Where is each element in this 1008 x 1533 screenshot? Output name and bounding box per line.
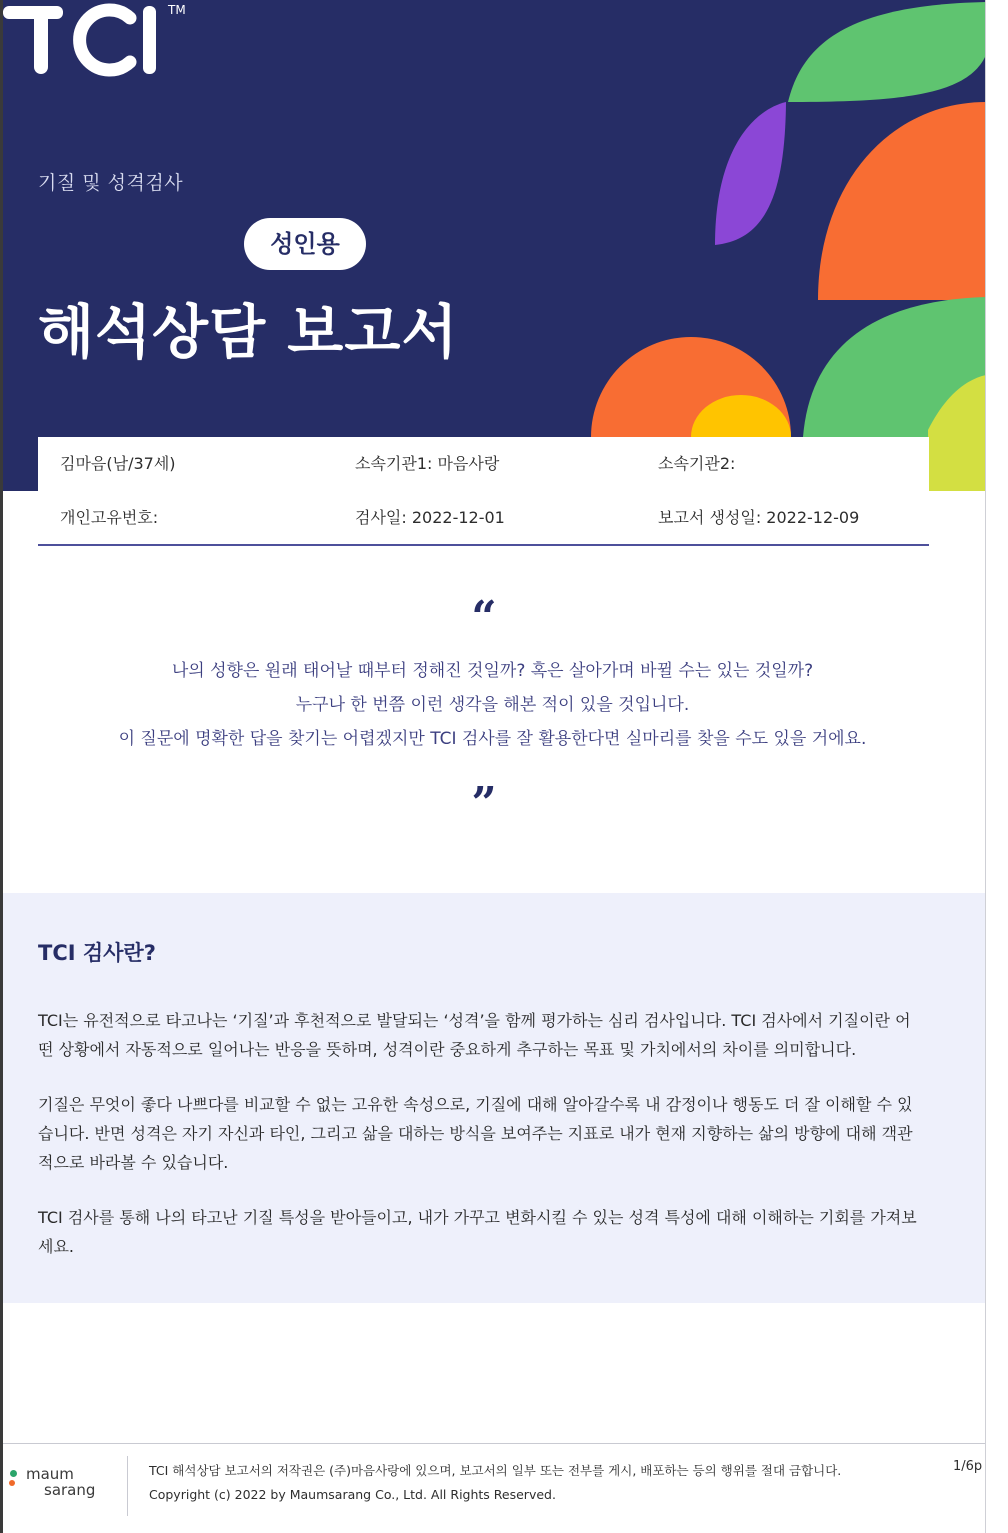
brand-dot-orange [9, 1480, 15, 1486]
brand-line-2: sarang [44, 1481, 96, 1499]
section-title: TCI 검사란? [38, 941, 156, 965]
quote-line: 누구나 한 번쯤 이런 생각을 해본 적이 있을 것입니다. [295, 695, 690, 715]
scan-edge-right [985, 0, 1008, 1533]
subject-info-table [38, 437, 929, 546]
info-row [38, 491, 929, 546]
brand-line-1: maum [26, 1465, 74, 1483]
quote-line: 이 질문에 명확한 답을 찾기는 어렵겠지만 TCI 검사를 잘 활용한다면 실마리를 찾을 수도 있을 거에요. [118, 729, 867, 749]
about-paragraph: 기질은 무엇이 좋다 나쁘다를 비교할 수 없는 고유한 속성으로, 기질에 대해 알아갈수록 내 감정이나 행동도 더 잘 이해할 수 있습니다. 반면 성격은 자기 자신과 타인, 그리고 삶을 대하는 방식을 보여주는 지표로 내가 현재 지향하는 삶의 방향에 대해 객관적으로 바라볼 수 있습니다. [38, 1095, 913, 1172]
green-leaf-shape [788, 2, 986, 102]
open-quote-icon: “ [471, 592, 497, 643]
trademark-mark: TM [168, 3, 186, 17]
brand-logo [4, 1466, 119, 1506]
footer-divider [127, 1456, 128, 1516]
scan-edge-left [0, 0, 3, 1533]
cover-banner [3, 0, 986, 491]
copyright-notice: TCI 해석상담 보고서의 저작권은 (주)마음사랑에 있으며, 보고서의 일부 또는 전부를 게시, 배포하는 등의 행위를 절대 금합니다. [149, 1463, 842, 1478]
footer-rule [3, 1443, 985, 1444]
page-number: 1/6p [953, 1459, 983, 1474]
about-paragraph: TCI는 유전적으로 타고나는 ‘기질’과 후천적으로 발달되는 ‘성격’을 함께 평가하는 심리 검사입니다. TCI 검사에서 기질이란 어떤 상황에서 자동적으로 일어나는 반응을 뜻하며, 성격이란 중요하게 추구하는 목표 및 가치에서의 차이를 의미합니다. [38, 1011, 911, 1059]
tci-logo [3, 0, 188, 80]
brand-wordmark [26, 1466, 95, 1498]
report-date: 보고서 생성일: 2022-12-09 [658, 508, 860, 527]
brand-dot-green [10, 1470, 17, 1477]
personal-id: 개인고유번호: [60, 508, 159, 527]
purple-leaf-shape [715, 102, 786, 245]
organization-1: 소속기관1: 마음사랑 [355, 454, 500, 473]
organization-2: 소속기관2: [658, 454, 736, 473]
copyright-english: Copyright (c) 2022 by Maumsarang Co., Ltd. All Rights Reserved. [149, 1487, 556, 1502]
orange-quarter-shape [818, 102, 986, 300]
report-title: 해석상담 보고서 [38, 298, 459, 366]
report-category: 기질 및 성격검사 [38, 172, 184, 194]
audience-badge: 성인용 [244, 218, 366, 270]
about-paragraph: TCI 검사를 통해 나의 타고난 기질 특성을 받아들이고, 내가 가꾸고 변화시킬 수 있는 성격 특성에 대해 이해하는 기회를 가져보세요. [38, 1208, 917, 1256]
info-row [38, 437, 929, 491]
about-tci-section [3, 893, 985, 1303]
test-date: 검사일: 2022-12-01 [355, 508, 505, 527]
quote-line: 나의 성향은 원래 태어날 때부터 정해진 것일까? 혹은 살아가며 바뀔 수는 있는 것일까? [171, 661, 814, 681]
subject-name: 김마음(남/37세) [60, 454, 176, 473]
close-quote-icon: ” [471, 778, 497, 829]
